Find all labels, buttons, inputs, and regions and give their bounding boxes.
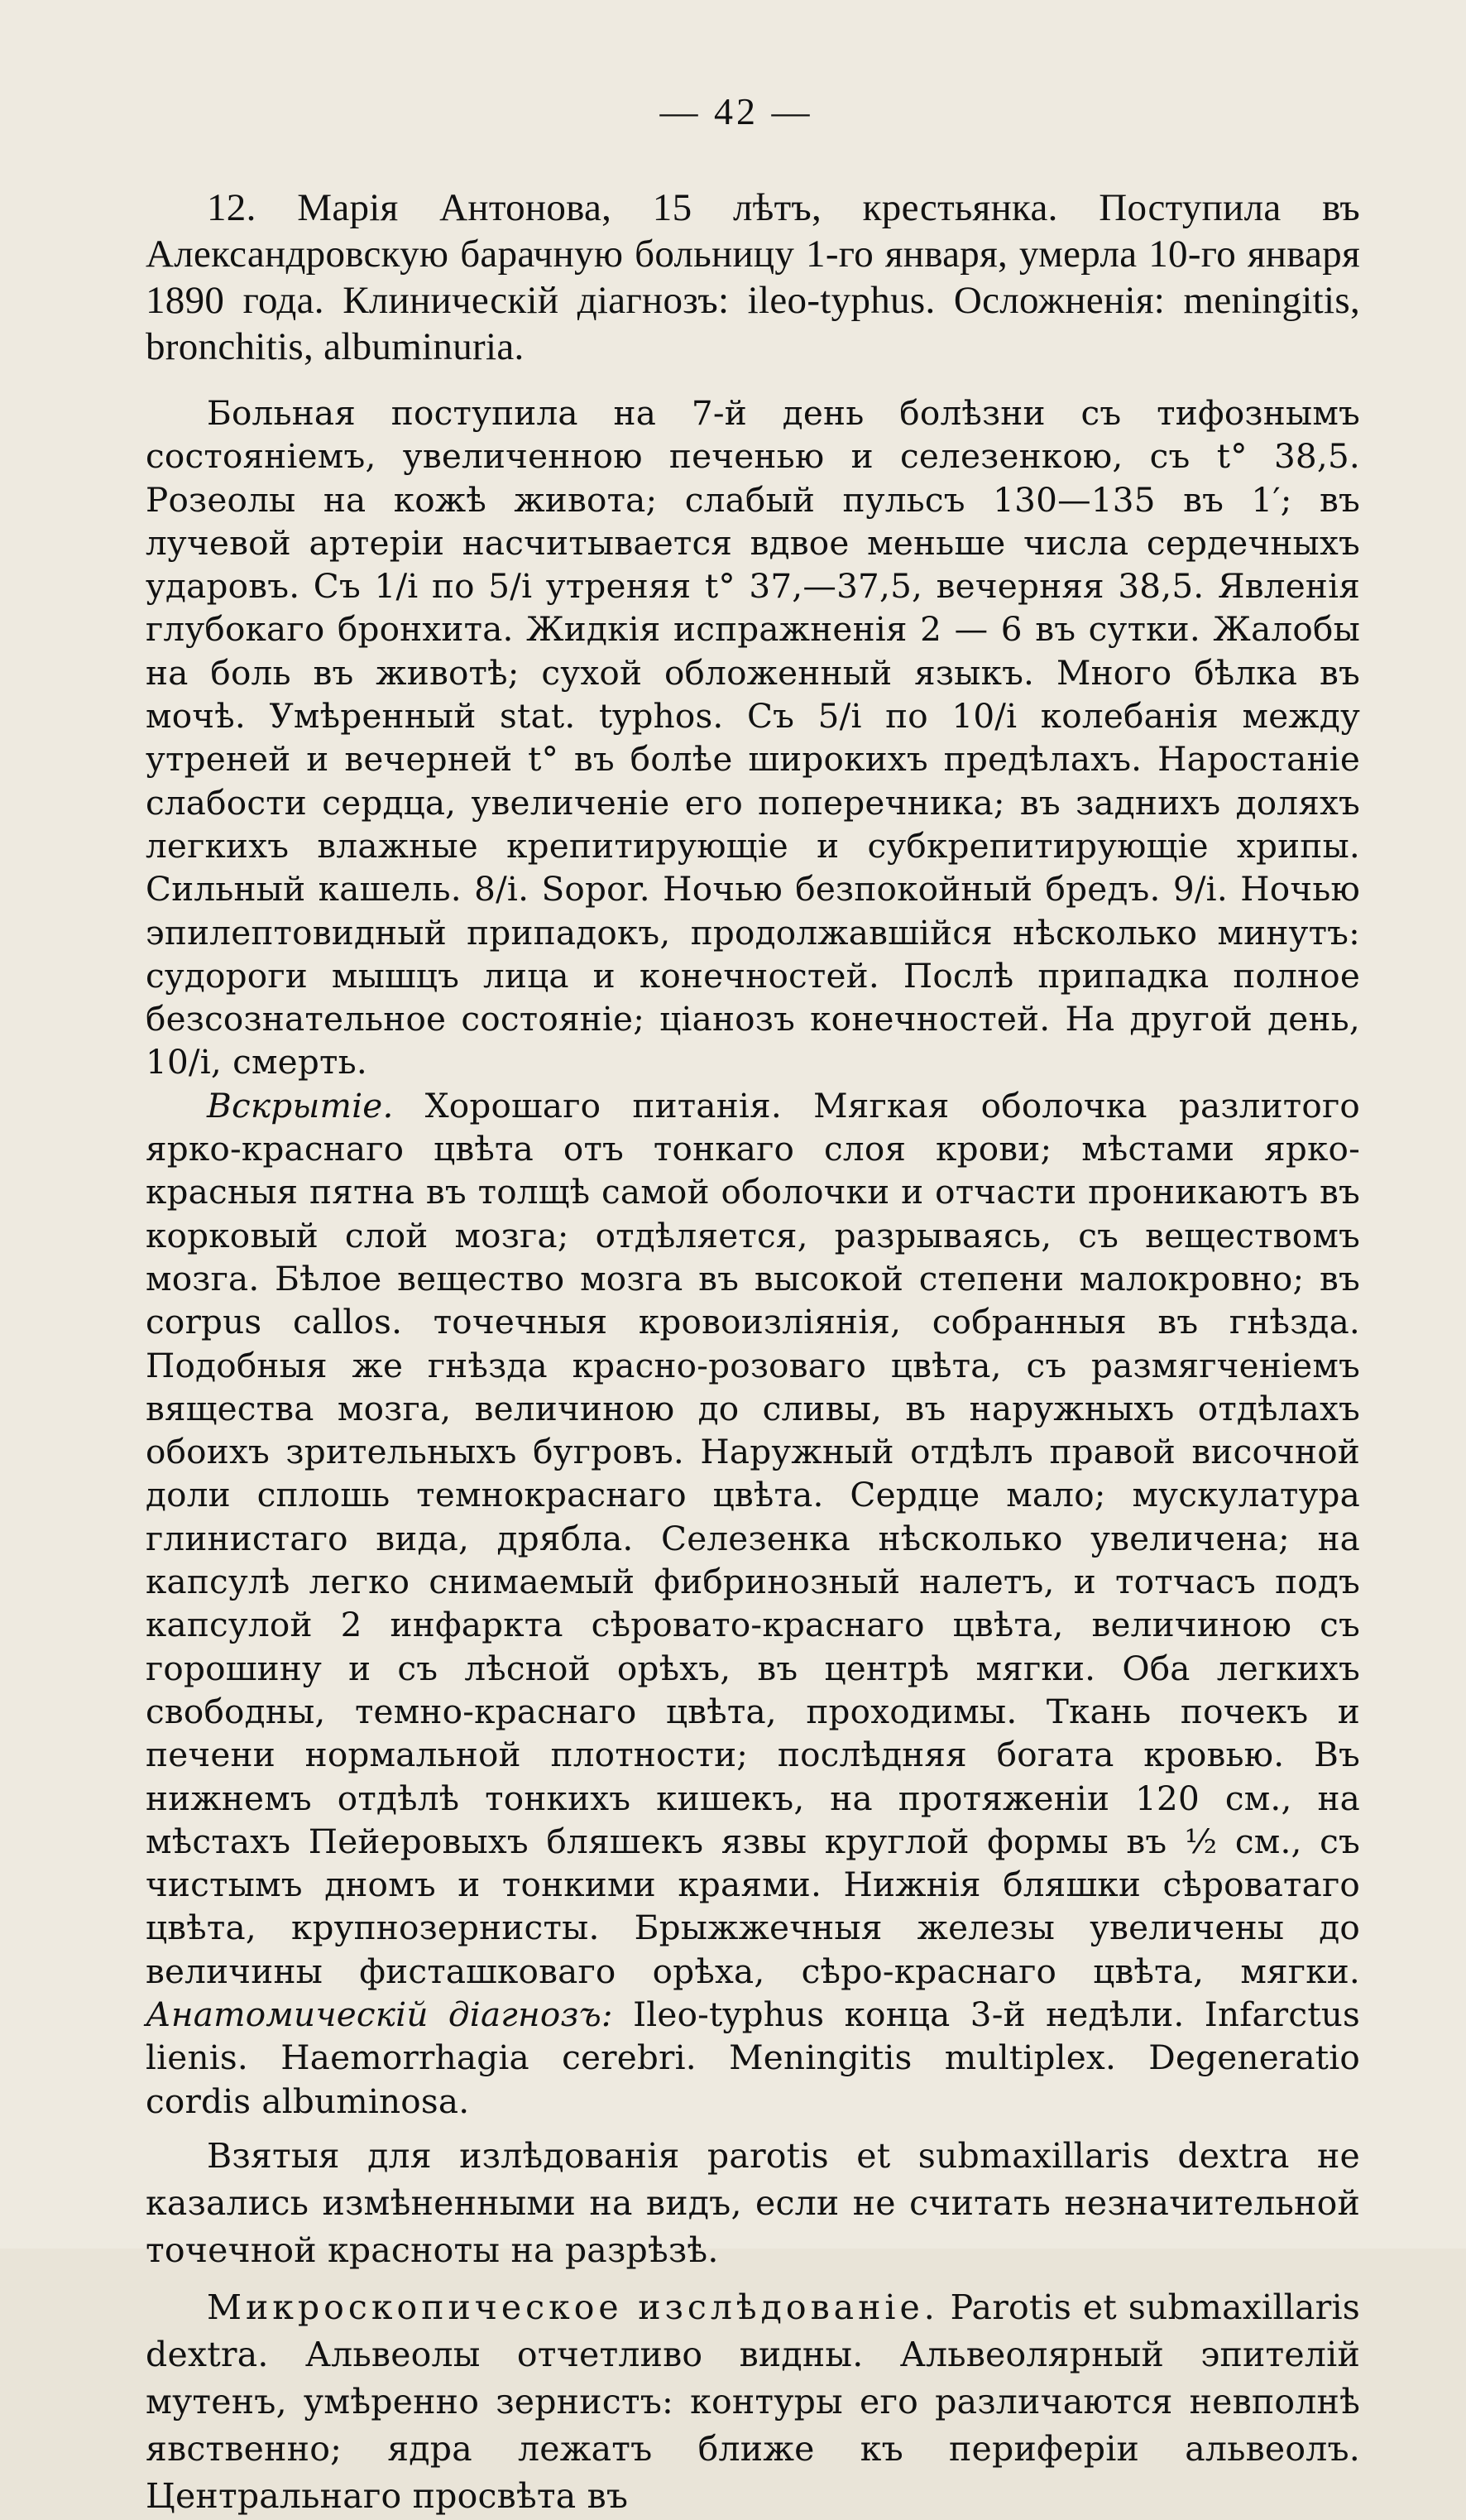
clinical-history: Больная поступила на 7-й день болѣзни съ тифознымъ состояніемъ, увеличенною печенью и селезенкою, съ t° 38,5. Розеолы на кожѣ живота; слабый пульсъ 130—135 въ 1′; въ лучевой артеріи насчитывается вдвое меньше числа сердечныхъ ударовъ. Съ 1/i по 5/i утреняя t° 37,—37,5, вечерняя 38,5. Явленія глубокаго бронхита. Жидкія испражненія 2 — 6 въ сутки. Жалобы на боль въ животѣ; сухой обложенный языкъ. Много бѣлка въ мочѣ. Умѣренный stat. typhos. Съ 5/i по 10/i колебанія между утреней и вечерней t° въ болѣе широкихъ предѣлахъ. Наростаніе слабости сердца, увеличеніе его поперечника; въ заднихъ доляхъ легкихъ влажные крепитирующіе и субкрепитирующіе хрипы. Сильный кашель. 8/i. Sopor. Ночью безпокойный бредъ. 9/i. Ночью эпилептовидный припадокъ, продолжавшійся нѣсколько минутъ: судороги мышцъ лица и конечностей. Послѣ припадка полное безсознательное состояніе; ціанозъ конечностей. На другой день, 10/i, смерть. <box>146 393 1360 1082</box>
case-header: 12. Марія Антонова, 15 лѣтъ, крестьянка. Поступила въ Александровскую барачную больницу 1-го января, умерла 10-го января 1890 года. Клиническій діагнозъ: ileo-typhus. Осложненія: meningitis, bronchitis, albuminuria. <box>146 186 1360 368</box>
microscopy-heading: Микроскопическое изслѣдованіе. <box>207 2287 939 2327</box>
autopsy-heading: Вскрытіе. <box>207 1085 394 1126</box>
autopsy-text: Хорошаго питанія. Мягкая оболочка разлитого ярко-краснаго цвѣта отъ тонкаго слоя крови; мѣстами ярко-красныя пятна въ толщѣ самой оболочки и отчасти проникаютъ въ корковый слой мозга; отдѣляется, разрываясь, съ веществомъ мозга. Бѣлое вещество мозга въ высокой степени малокровно; въ corpus callos. точечныя кровоизліянія, собранныя въ гнѣзда. Подобныя же гнѣзда красно-розоваго цвѣта, съ размягченіемъ вящества мозга, величиною до сливы, въ наружныхъ отдѣлахъ обоихъ зрительныхъ бугровъ. Наружный отдѣлъ правой височной доли сплошь темнокраснаго цвѣта. Сердце мало; мускулатура глинистаго вида, дрябла. Селезенка нѣсколько увеличена; на капсулѣ легко снимаемый фибринозный налетъ, и тотчасъ подъ капсулой 2 инфаркта сѣровато-краснаго цвѣта, величиною съ горошину и съ лѣсной орѣхъ, въ центрѣ мягки. Оба легкихъ свободны, темно-краснаго цвѣта, проходимы. Ткань почекъ и печени нормальной плотности; послѣдняя богата кровью. Въ нижнемъ отдѣлѣ тонкихъ кишекъ, на протяженіи 120 см., на мѣстахъ Пейеровыхъ бляшекъ язвы круглой формы въ ½ см., съ чистымъ дномъ и тонкими краями. Нижнія бляшки сѣроватаго цвѣта, крупнозернисты. Брыжжечныя железы увеличены до величины фисташковаго орѣха, сѣро-краснаго цвѣта, мягки. <box>146 1085 1360 1991</box>
anatomical-diagnosis-text: Ileo-typhus конца 3-й недѣли. Infarctus lienis. Haemorrhagia cerebri. Meningitis multiplex. Degeneratio cordis albuminosa. <box>146 1994 1360 2121</box>
autopsy-paragraph <box>146 1084 1360 2123</box>
microscopy-paragraph <box>146 2284 1360 2520</box>
anatomical-diagnosis-heading: Анатомическій діагнозъ: <box>146 1994 613 2034</box>
microscopy-text: Parotis et submaxillaris dextra. Альвеолы отчетливо видны. Альвеолярный эпителій мутенъ, умѣренно зернистъ: контуры его различаются невполнѣ явственно; ядра лежатъ ближе къ периферіи альвеолъ. Центральнаго просвѣта въ <box>146 2287 1360 2516</box>
page-number: — 42 — <box>659 90 813 132</box>
glands-paragraph: Взятыя для излѣдованія parotis et submaxillaris dextra не казались измѣненными на видъ, если не считать незначительной точечной красноты на разрѣзѣ. <box>146 2135 1360 2270</box>
